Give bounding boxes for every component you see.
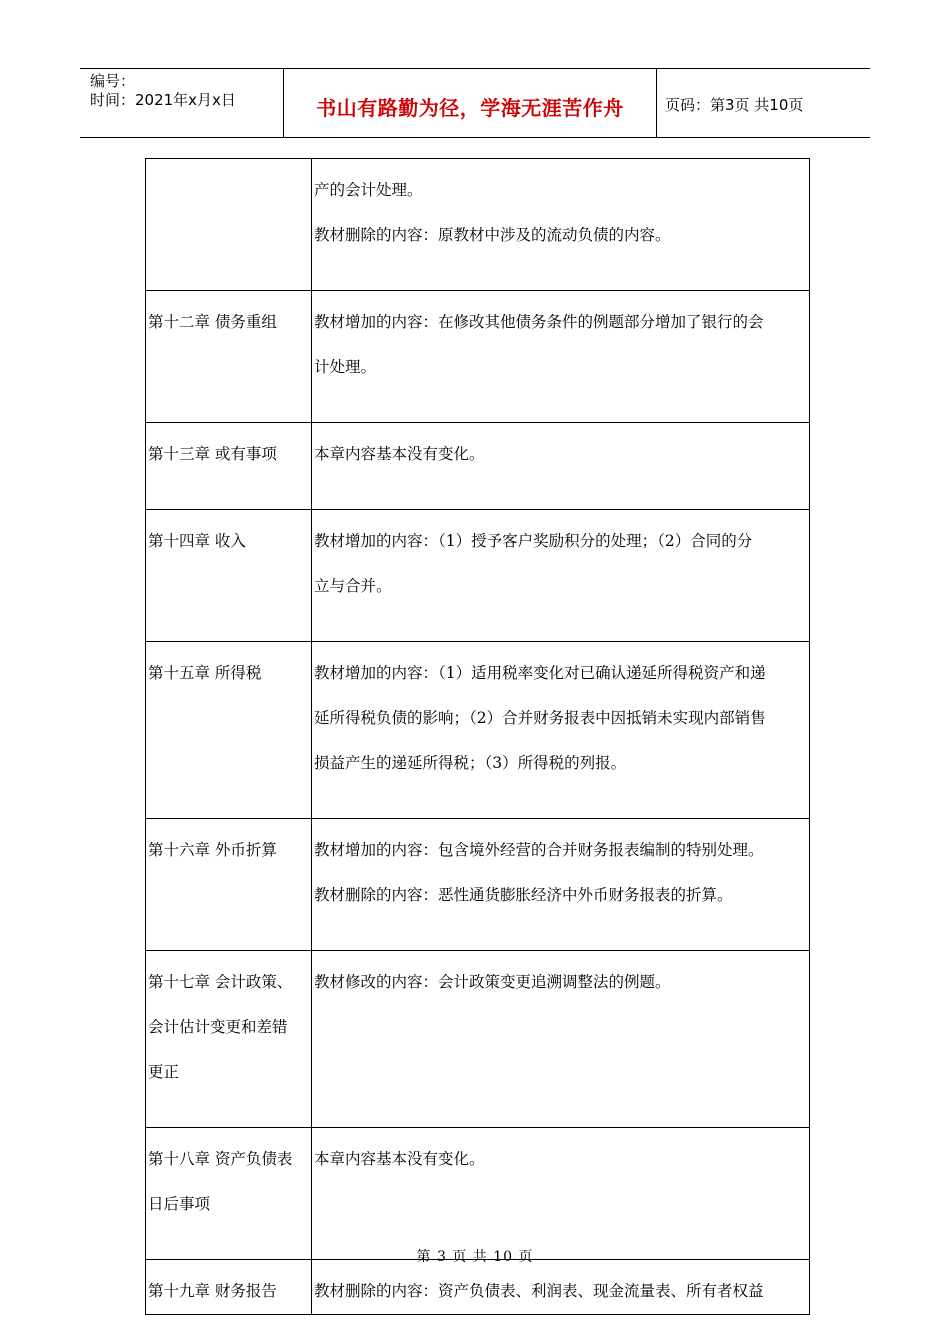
content-line: 教材增加的内容：（1）适用税率变化对已确认递延所得税资产和递 (314, 664, 766, 682)
table-row (146, 510, 810, 642)
table-row (146, 423, 810, 510)
chapter-title: 第十六章 外币折算 (148, 841, 277, 859)
content-cell (312, 1128, 810, 1260)
chapter-cell (146, 423, 312, 510)
chapter-line: 第十八章 资产负债表 (148, 1150, 293, 1168)
serial-label: 编号： (90, 72, 136, 90)
page-label: 页码：第3页 共10页 (665, 95, 804, 114)
chapter-cell (146, 1128, 312, 1260)
content-line: 立与合并。 (314, 577, 392, 595)
content-cell (312, 642, 810, 819)
table-row (146, 1128, 810, 1260)
content-line: 教材增加的内容：（1）授予客户奖励积分的处理；（2）合同的分 (314, 532, 753, 550)
chapter-title: 第十四章 收入 (148, 532, 246, 550)
chapter-cell (146, 951, 312, 1128)
content-cell (312, 1260, 810, 1315)
content-line: 产的会计处理。 (314, 181, 423, 199)
table-row (146, 642, 810, 819)
content-line: 教材增加的内容：包含境外经营的合并财务报表编制的特别处理。 (314, 841, 764, 859)
table-row (146, 291, 810, 423)
content-line: 损益产生的递延所得税；（3）所得税的列报。 (314, 754, 627, 772)
page-footer: 第 3 页 共 10 页 (416, 1249, 534, 1265)
chapter-title: 第十五章 所得税 (148, 664, 262, 682)
content-line: 计处理。 (314, 358, 377, 376)
content-line: 教材删除的内容：资产负债表、利润表、现金流量表、所有者权益 (314, 1282, 764, 1300)
table-row (146, 1260, 810, 1315)
content-line: 本章内容基本没有变化。 (314, 1150, 485, 1168)
header-motto-cell (283, 69, 657, 137)
chapter-title: 第十三章 或有事项 (148, 445, 277, 463)
content-cell (312, 951, 810, 1128)
content-line: 教材修改的内容：会计政策变更追溯调整法的例题。 (314, 973, 671, 991)
chapter-line: 第十七章 会计政策、 (148, 973, 293, 991)
table-row (146, 951, 810, 1128)
chapter-line: 更正 (148, 1063, 180, 1081)
page-header (80, 68, 870, 138)
content-line: 教材删除的内容：恶性通货膨胀经济中外币财务报表的折算。 (314, 886, 733, 904)
chapter-title: 第十二章 债务重组 (148, 313, 277, 331)
content-line: 延所得税负债的影响；（2）合并财务报表中因抵销未实现内部销售 (314, 709, 766, 727)
chapter-line: 会计估计变更和差错 (148, 1018, 288, 1036)
chapter-title: 第十九章 财务报告 (148, 1282, 277, 1300)
content-cell (312, 159, 810, 291)
date-label: 时间：2021年x月x日 (90, 91, 236, 109)
chapter-line: 日后事项 (148, 1195, 211, 1213)
chapter-cell (146, 291, 312, 423)
table-row (146, 819, 810, 951)
chapter-cell (146, 642, 312, 819)
content-line: 教材增加的内容：在修改其他债务条件的例题部分增加了银行的会 (314, 313, 764, 331)
content-line: 本章内容基本没有变化。 (314, 445, 485, 463)
header-meta (80, 69, 283, 137)
chapter-cell (146, 819, 312, 951)
table-row (146, 159, 810, 291)
chapter-cell (146, 510, 312, 642)
header-page-cell (655, 69, 870, 137)
content-cell (312, 819, 810, 951)
content-cell (312, 423, 810, 510)
changes-table (145, 158, 810, 1315)
content-line: 教材删除的内容：原教材中涉及的流动负债的内容。 (314, 226, 671, 244)
content-cell (312, 510, 810, 642)
chapter-cell (146, 1260, 312, 1315)
content-cell (312, 291, 810, 423)
chapter-cell (146, 159, 312, 291)
motto-text: 书山有路勤为径，学海无涯苦作舟 (316, 95, 624, 120)
